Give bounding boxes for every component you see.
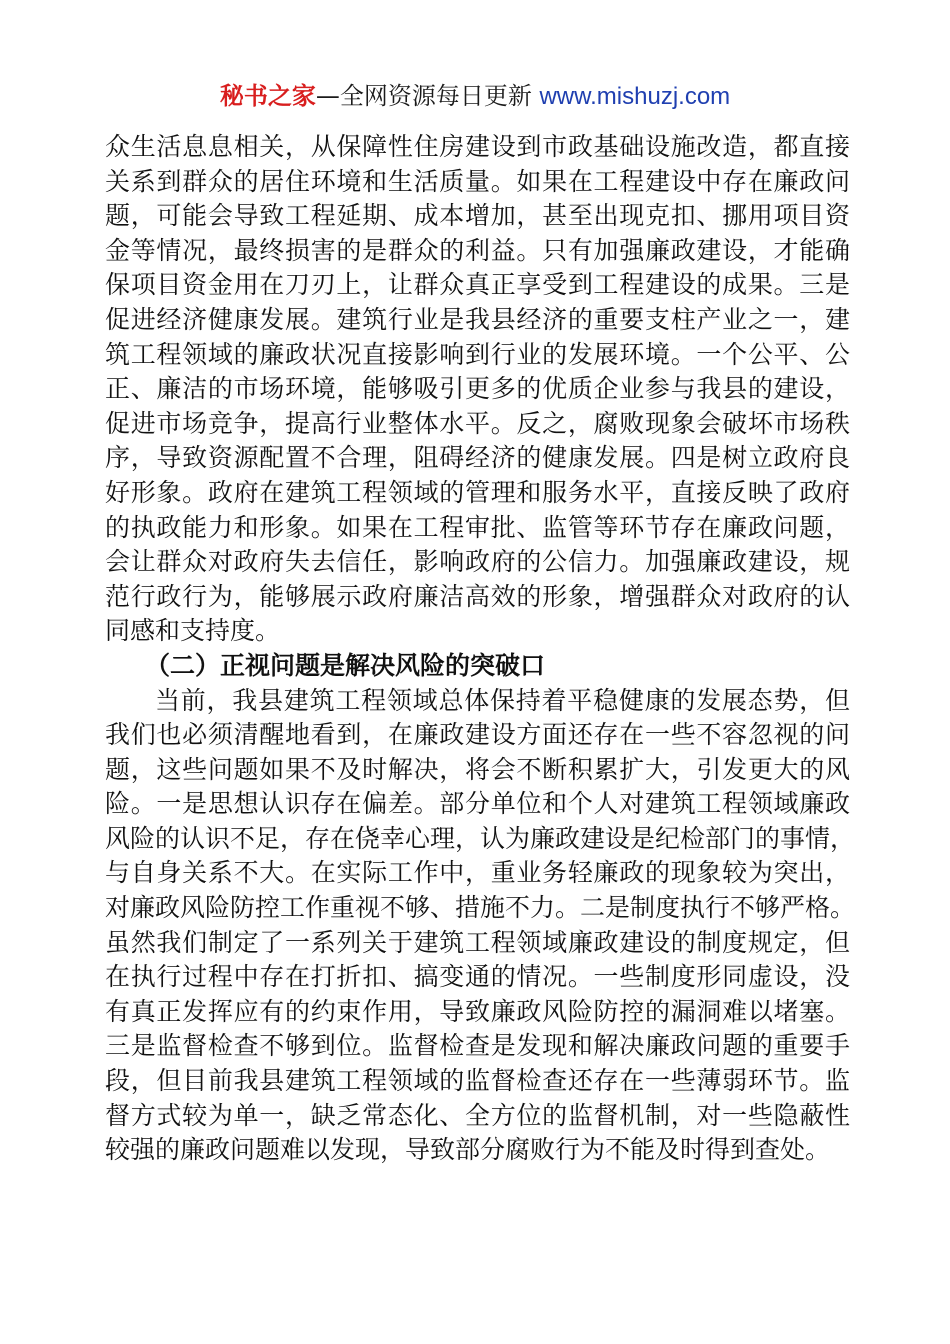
text-line: 虽然我们制定了一系列关于建筑工程领域廉政建设的制度规定，但 bbox=[105, 927, 850, 957]
header-tagline: —全网资源每日更新 bbox=[315, 82, 540, 110]
paragraph-1 bbox=[105, 130, 850, 649]
paragraph-2 bbox=[105, 684, 856, 1168]
text-line: 对廉政风险防控工作重视不够、措施不力。二是制度执行不够严格。 bbox=[105, 893, 856, 923]
text-line: 有真正发挥应有的约束作用，导致廉政风险防控的漏洞难以堵塞。 bbox=[105, 996, 850, 1026]
text-line: 三是监督检查不够到位。监督检查是发现和解决廉政问题的重要手 bbox=[105, 1031, 850, 1061]
text-line: 题，可能会导致工程延期、成本增加，甚至出现克扣、挪用项目资 bbox=[105, 201, 850, 231]
text-line: 当前，我县建筑工程领域总体保持着平稳健康的发展态势，但 bbox=[155, 685, 850, 715]
site-url-link[interactable]: www.mishuzj.com bbox=[539, 83, 731, 110]
text-line: 题，这些问题如果不及时解决，将会不断积累扩大，引发更大的风 bbox=[105, 754, 850, 784]
text-line: 与自身关系不大。在实际工作中，重业务轻廉政的现象较为突出， bbox=[105, 858, 850, 888]
text-line: 范行政行为，能够展示政府廉洁高效的形象，增强群众对政府的认 bbox=[105, 581, 850, 611]
text-line: 序，导致资源配置不合理，阻碍经济的健康发展。四是树立政府良 bbox=[105, 443, 850, 473]
text-line: 较强的廉政问题难以发现，导致部分腐败行为不能及时得到查处。 bbox=[105, 1135, 831, 1165]
text-line: 关系到群众的居住环境和生活质量。如果在工程建设中存在廉政问 bbox=[105, 166, 850, 196]
text-line: 保项目资金用在刀刃上，让群众真正享受到工程建设的成果。三是 bbox=[105, 270, 850, 300]
text-line: 督方式较为单一，缺乏常态化、全方位的监督机制，对一些隐蔽性 bbox=[105, 1100, 850, 1130]
text-line: 同感和支持度。 bbox=[105, 616, 281, 646]
text-line: 在执行过程中存在打折扣、搞变通的情况。一些制度形同虚设，没 bbox=[105, 962, 850, 992]
text-line: 促进经济健康发展。建筑行业是我县经济的重要支柱产业之一，建 bbox=[105, 304, 850, 334]
text-line: 的执政能力和形象。如果在工程审批、监管等环节存在廉政问题， bbox=[105, 512, 850, 542]
site-header bbox=[0, 80, 950, 113]
text-line: 我们也必须清醒地看到，在廉政建设方面还存在一些不容忽视的问 bbox=[105, 720, 850, 750]
text-line: 正、廉洁的市场环境，能够吸引更多的优质企业参与我县的建设， bbox=[105, 374, 850, 404]
text-line: 风险的认识不足，存在侥幸心理，认为廉政建设是纪检部门的事情， bbox=[105, 823, 856, 853]
brand-name: 秘书之家 bbox=[219, 82, 316, 110]
text-line: 筑工程领域的廉政状况直接影响到行业的发展环境。一个公平、公 bbox=[105, 339, 850, 369]
text-line: 段，但目前我县建筑工程领域的监督检查还存在一些薄弱环节。监 bbox=[105, 1066, 850, 1096]
text-line: 会让群众对政府失去信任，影响政府的公信力。加强廉政建设，规 bbox=[105, 547, 850, 577]
text-line: 金等情况，最终损害的是群众的利益。只有加强廉政建设，才能确 bbox=[105, 235, 850, 265]
section-heading: （二）正视问题是解决风险的突破口 bbox=[145, 650, 546, 680]
text-line: 险。一是思想认识存在偏差。部分单位和个人对建筑工程领域廉政 bbox=[105, 789, 850, 819]
text-line: 促进市场竞争，提高行业整体水平。反之，腐败现象会破坏市场秩 bbox=[105, 408, 850, 438]
document-body bbox=[105, 130, 856, 1168]
text-line: 好形象。政府在建筑工程领域的管理和服务水平，直接反映了政府 bbox=[105, 477, 850, 507]
text-line: 众生活息息相关，从保障性住房建设到市政基础设施改造，都直接 bbox=[105, 132, 850, 161]
